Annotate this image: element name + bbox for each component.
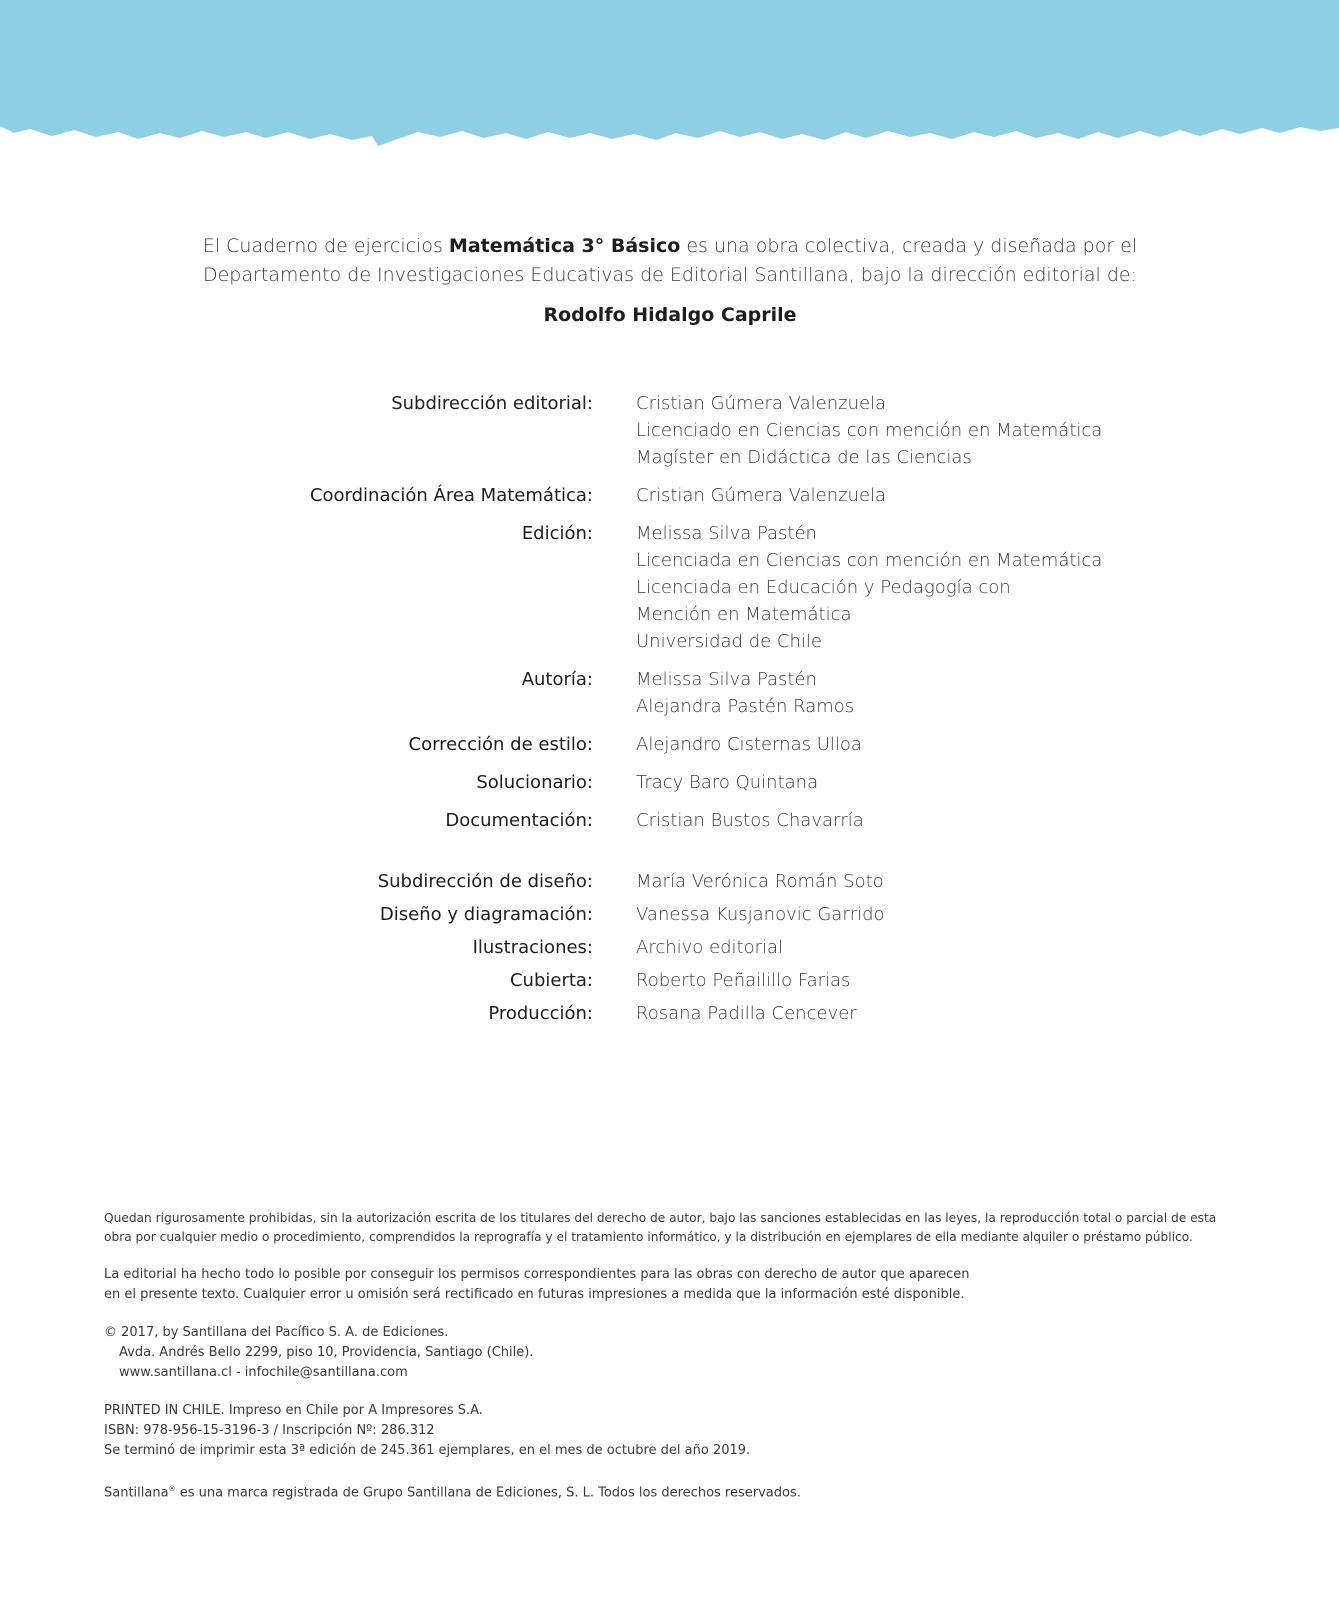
trademark-text: es una marca registrada de Grupo Santillana de Ediciones, S. L. Todos los derechos reservados. [175, 1485, 801, 1501]
credit-name-line: Alejandro Cisternas Ulloa [636, 734, 862, 755]
credit-row [0, 868, 1339, 895]
credit-name-line: Magíster en Didáctica de las Ciencias [636, 447, 972, 468]
credit-names [636, 934, 783, 961]
rights-notice [104, 1209, 1234, 1247]
credit-names [636, 1000, 857, 1027]
registered-mark: ® [168, 1485, 176, 1493]
credit-name-line: Rosana Padilla Cencever [636, 1003, 857, 1024]
credit-row [0, 901, 1339, 928]
intro-paragraph [170, 232, 1170, 290]
credit-name-line: Licenciada en Educación y Pedagogía con [636, 577, 1011, 598]
credit-row [0, 934, 1339, 961]
rights-line-1: Quedan rigurosamente prohibidas, sin la autorización escrita de los titulares del derecho de autor, bajo las sanciones establecidas en las leyes, la reproducción total o parcial de esta [104, 1211, 1217, 1225]
credit-role-label: Subdirección de diseño: [377, 871, 593, 892]
credit-role-label: Producción: [488, 1003, 593, 1024]
credit-names [636, 482, 886, 509]
credit-row [0, 482, 1339, 509]
credit-name-line: Cristian Gúmera Valenzuela [636, 393, 887, 414]
publisher-web: www.santillana.cl - infochile@santillana.com [119, 1365, 408, 1380]
credit-row [0, 520, 1339, 655]
copyright-line: © 2017, by Santillana del Pacífico S. A. de Ediciones. [104, 1325, 449, 1340]
credit-names [636, 901, 885, 928]
editorial-director: Rodolfo Hidalgo Caprile [543, 304, 797, 326]
intro-text-part1: El Cuaderno de ejercicios [202, 235, 449, 257]
credit-role-label: Documentación: [445, 810, 593, 831]
credit-names [636, 967, 850, 994]
credit-name-line: Tracy Baro Quintana [636, 772, 819, 793]
isbn-line: ISBN: 978-956-15-3196-3 / Inscripción Nº: 286.312 [104, 1423, 435, 1438]
rights-line-2: obra por cualquier medio o procedimiento, comprendidos la reprografía y el tratamiento informático, y la distribución en ejemplares de ella mediante alquiler o préstamo público. [104, 1230, 1193, 1244]
credit-names [636, 666, 854, 720]
credit-name-line: Cristian Bustos Chavarría [636, 810, 864, 831]
credit-name-line: Archivo editorial [636, 937, 784, 958]
credit-names [636, 807, 864, 834]
legal-notice [104, 1209, 1234, 1521]
credit-name-line: Vanessa Kusjanovic Garrido [636, 904, 885, 925]
header-banner [0, 0, 1339, 160]
credit-row [0, 666, 1339, 720]
credit-role-label: Cubierta: [509, 970, 593, 991]
credit-names [636, 868, 884, 895]
trademark-line [104, 1479, 1234, 1503]
credit-names [636, 731, 862, 758]
credit-role-label: Corrección de estilo: [408, 734, 593, 755]
credit-role-label: Edición: [521, 523, 593, 544]
credit-names [636, 520, 1102, 655]
credit-row [0, 967, 1339, 994]
print-info-block [104, 1401, 1234, 1461]
intro-line-2: Departamento de Investigaciones Educativas de Editorial Santillana, bajo la dirección editorial de: [202, 264, 1137, 286]
credit-role-label: Solucionario: [476, 772, 593, 793]
edition-line: Se terminó de imprimir esta 3ª edición de 245.361 ejemplares, en el mes de octubre del año 2019. [104, 1443, 751, 1458]
credit-name-line: Roberto Peñailillo Farias [636, 970, 851, 991]
permissions-line-1: La editorial ha hecho todo lo posible por conseguir los permisos correspondientes para las obras con derecho de autor que aparecen [104, 1267, 970, 1282]
credit-name-line: Melissa Silva Pastén [636, 523, 817, 544]
credit-name-line: Cristian Gúmera Valenzuela [636, 485, 887, 506]
credit-role-label: Autoría: [521, 669, 593, 690]
credit-row [0, 1000, 1339, 1027]
trademark-block [104, 1479, 1234, 1503]
credit-role-label: Ilustraciones: [472, 937, 593, 958]
credit-name-line: Mención en Matemática [636, 604, 852, 625]
credit-role-label: Diseño y diagramación: [379, 904, 593, 925]
credit-name-line: Universidad de Chile [636, 631, 822, 652]
credit-name-line: Alejandra Pastén Ramos [636, 696, 855, 717]
trademark-brand: Santillana [104, 1485, 169, 1501]
permissions-line-2: en el presente texto. Cualquier error u omisión será rectificado en futuras impresiones a medida que la información esté disponible. [104, 1287, 965, 1302]
credit-name-line: Licenciado en Ciencias con mención en Matemática [636, 420, 1103, 441]
design-credits [0, 868, 1339, 1033]
intro-text-part2: es una obra colectiva, creada y diseñada por el [680, 235, 1138, 257]
intro-line-1 [170, 232, 1170, 261]
credit-role-label: Coordinación Área Matemática: [309, 485, 593, 506]
credit-role-label: Subdirección editorial: [391, 393, 593, 414]
torn-paper-banner-shape [0, 0, 1339, 146]
credit-row [0, 390, 1339, 471]
printed-in-line: PRINTED IN CHILE. Impreso en Chile por A Impresores S.A. [104, 1403, 483, 1418]
credit-names [636, 390, 1102, 471]
credit-row [0, 769, 1339, 796]
copyright-block [104, 1323, 1234, 1383]
credit-name-line: María Verónica Román Soto [636, 871, 884, 892]
credit-row [0, 731, 1339, 758]
publisher-address: Avda. Andrés Bello 2299, piso 10, Providencia, Santiago (Chile). [119, 1345, 534, 1360]
credit-row [0, 807, 1339, 834]
credit-name-line: Melissa Silva Pastén [636, 669, 817, 690]
credit-name-line: Licenciada en Ciencias con mención en Matemática [636, 550, 1103, 571]
credit-names [636, 769, 818, 796]
permissions-notice [104, 1265, 1234, 1305]
book-title: Matemática 3° Básico [448, 235, 681, 257]
editorial-credits [0, 390, 1339, 845]
